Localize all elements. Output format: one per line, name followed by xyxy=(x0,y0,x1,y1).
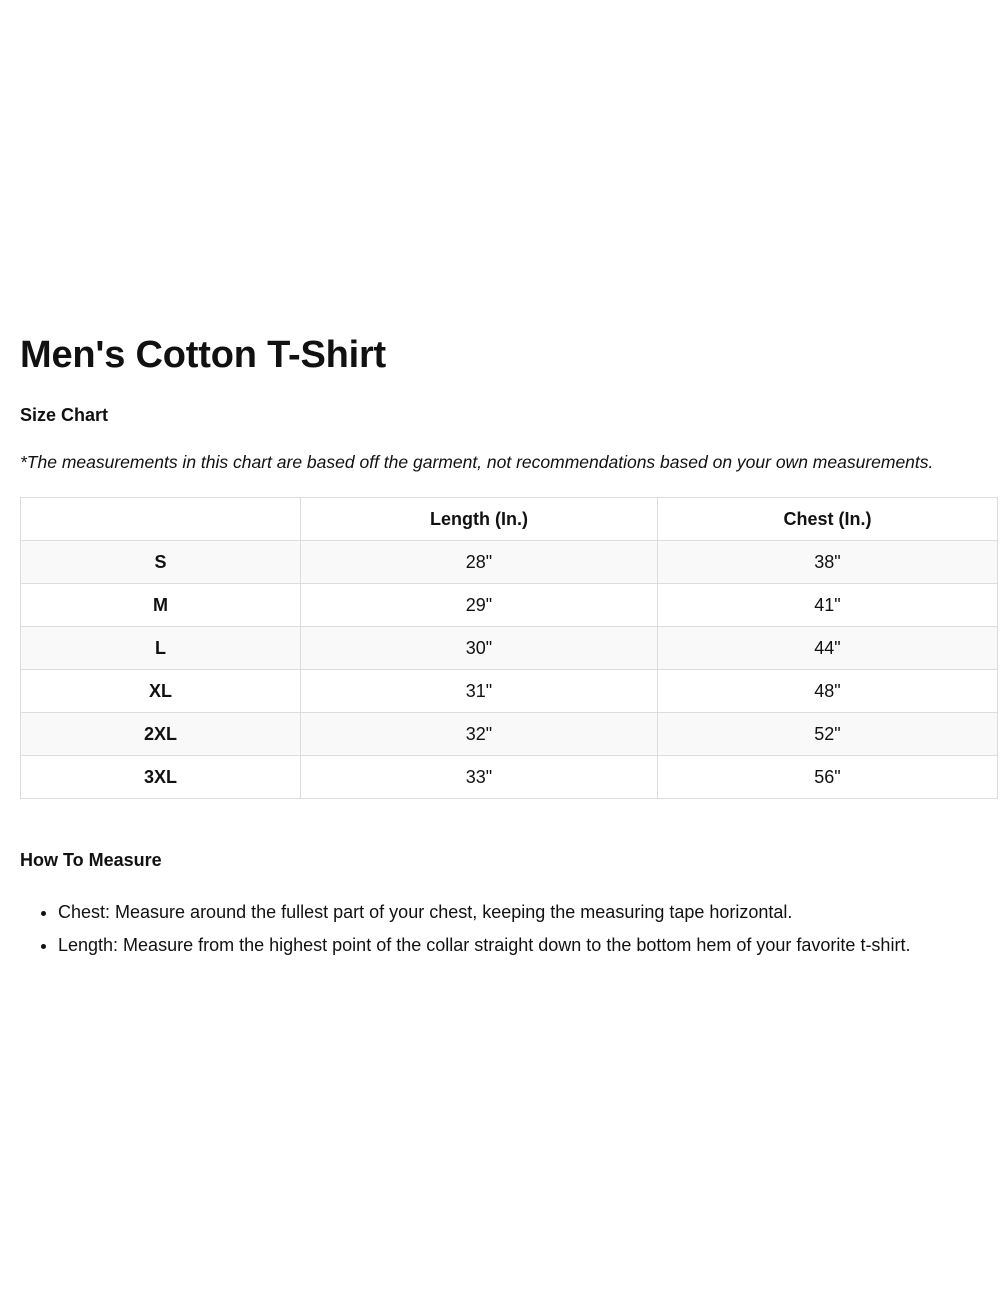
size-chart-table xyxy=(20,497,998,799)
size-cell: S xyxy=(21,541,301,584)
chest-cell: 38" xyxy=(658,541,998,584)
chest-cell: 52" xyxy=(658,713,998,756)
table-row xyxy=(21,713,998,756)
measurement-disclaimer: *The measurements in this chart are based off the garment, not recommendations based on your own measurements. xyxy=(20,452,934,472)
chest-cell: 41" xyxy=(658,584,998,627)
length-cell: 31" xyxy=(301,670,658,713)
measure-instructions-list xyxy=(20,896,997,962)
table-header-row xyxy=(21,498,998,541)
table-row xyxy=(21,756,998,799)
size-cell: M xyxy=(21,584,301,627)
length-cell: 30" xyxy=(301,627,658,670)
table-row xyxy=(21,670,998,713)
column-header-length: Length (In.) xyxy=(301,498,658,541)
length-cell: 28" xyxy=(301,541,658,584)
table-row xyxy=(21,627,998,670)
column-header-chest: Chest (In.) xyxy=(658,498,998,541)
length-cell: 29" xyxy=(301,584,658,627)
how-to-measure-heading: How To Measure xyxy=(20,850,162,870)
size-chart-heading: Size Chart xyxy=(20,405,109,425)
table-row xyxy=(21,584,998,627)
size-cell: XL xyxy=(21,670,301,713)
size-cell: 3XL xyxy=(21,756,301,799)
size-cell: 2XL xyxy=(21,713,301,756)
page-title: Men's Cotton T-Shirt xyxy=(20,334,386,376)
page-content xyxy=(20,332,997,962)
chest-cell: 48" xyxy=(658,670,998,713)
column-header-size xyxy=(21,498,301,541)
list-item: • Length: Measure from the highest point of the collar straight down to the bottom hem of your favorite t-shirt. xyxy=(58,929,997,962)
table-row xyxy=(21,541,998,584)
length-cell: 32" xyxy=(301,713,658,756)
list-item: • Chest: Measure around the fullest part of your chest, keeping the measuring tape horizontal. xyxy=(58,896,997,929)
length-cell: 33" xyxy=(301,756,658,799)
chest-cell: 44" xyxy=(658,627,998,670)
chest-cell: 56" xyxy=(658,756,998,799)
size-cell: L xyxy=(21,627,301,670)
